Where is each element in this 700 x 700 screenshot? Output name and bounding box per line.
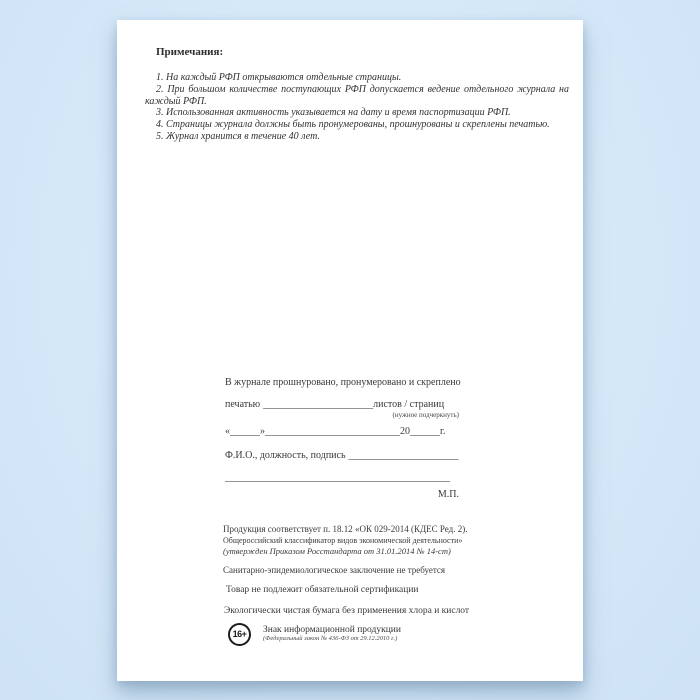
seal-sheets-line (225, 399, 459, 411)
notes-heading: Примечания: (156, 46, 224, 58)
age-16plus-icon: 16+ (228, 623, 251, 646)
certification-section (225, 377, 459, 501)
age-rating-row (228, 623, 473, 646)
info-sign-texts (263, 623, 401, 643)
compliance-line-3: (утвержден Приказом Росстандарта от 31.01.2014 № 14-ст) (223, 546, 451, 556)
stitched-line: В журнале прошнуровано, пронумеровано и скреплено (225, 377, 461, 388)
notes-section (145, 46, 569, 143)
seal-blank-line: ______________________ (263, 399, 374, 410)
fio-line (225, 450, 459, 462)
info-sign-law: (Федеральный закон № 436-ФЗ от 29.12.2010 г.) (263, 635, 398, 642)
note-item: 5. Журнал хранится в течение 40 лет. (156, 130, 320, 142)
note-item: 2. При большом количестве поступающих РФП допускается ведение отдельного журнала на каждый РФП. (145, 83, 569, 107)
fio-label: Ф.И.О., должность, подпись (225, 450, 346, 461)
seal-prefix-label: печатью (225, 399, 261, 410)
sheets-pages-label: листов / страниц (373, 399, 445, 410)
footer-section (223, 523, 473, 646)
date-blank-line: «______»___________________________20______г. (225, 426, 446, 437)
ecology-statement: Экологически чистая бумага без применения хлора и кислот (224, 606, 470, 616)
underline-note: (нужное подчеркнуть) (392, 411, 459, 419)
seal-placeholder: М.П. (437, 489, 459, 500)
compliance-line-2: Общероссийский классификатор видов экономической деятельности» (223, 536, 463, 545)
note-item: 3. Использованная активность указывается на дату и время паспортизации РФП. (156, 107, 511, 119)
notes-list (145, 72, 569, 143)
note-item: 4. Страницы журнала должны быть пронумерованы, прошнурованы и скреплены печатью. (156, 119, 550, 131)
info-sign-title: Знак информационной продукции (263, 625, 401, 635)
compliance-line-1: Продукция соответствует п. 18.12 «ОК 029-2014 (КДЕС Ред. 2). (223, 524, 468, 534)
fio-blank-line: ______________________ (348, 450, 459, 461)
document-page (117, 20, 583, 681)
sanitary-statement: Санитарно-эпидемиологическое заключение не требуется (223, 565, 446, 575)
certification-statement: Товар не подлежит обязательной сертификации (226, 585, 419, 595)
ruled-line: _____________________________________________ (225, 472, 450, 483)
note-item: 1. На каждый РФП открываются отдельные страницы. (156, 72, 402, 83)
